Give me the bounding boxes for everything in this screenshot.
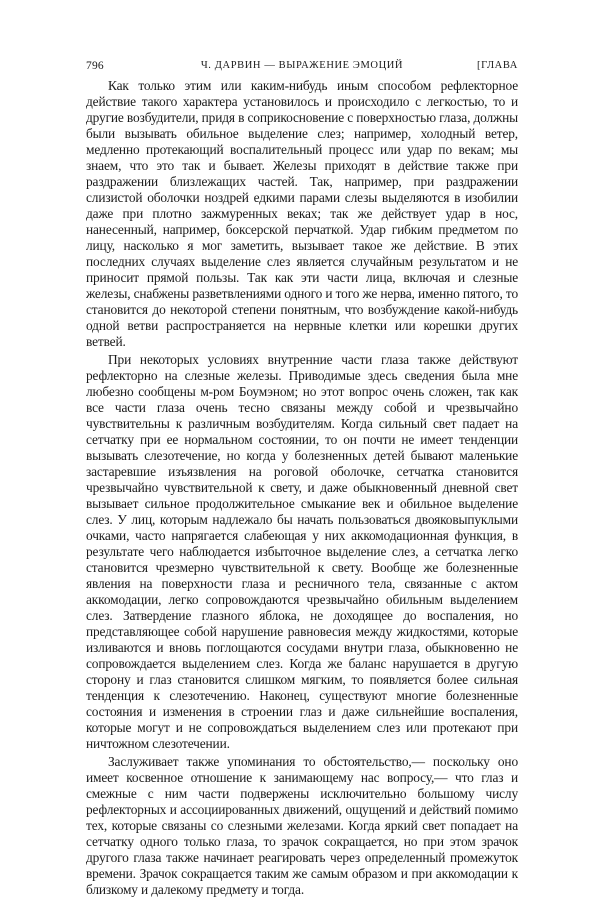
page-number: 796	[86, 60, 104, 72]
paragraph-reflex-action: Как только этим или каким-нибудь иным способом рефлекторное действие такого характера установилось и происходило с легкостью, то и другие возбудители, придя в соприкосновение с поверхностью глаза, должны были вызывать обильное выделение слез; например, холодный ветер, медленно протекающий воспалительный процесс или удар по векам; мы знаем, что это так и бывает. Железы приходят в действие также при раздражении близлежащих частей. Так, например, при раздражении слизистой оболочки ноздрей едкими парами слезы выделяются в изобилии даже при плотно зажмуренных веках; так же действует удар в нос, нанесенный, например, боксерской перчаткой. Удар гибким предметом по лицу, насколько я мог заметить, вызывает такое же действие. В этих последних случаях выделение слез является случайным результатом и не приносит прямой пользы. Так как эти части лица, включая и слезные железы, снабжены разветвлениями одного и того же нерва, именно пятого, то становится до некоторой степени понятным, что возбуждение какой-нибудь одной ветви распространяется на нервные клетки или корешки других ветвей.	[86, 78, 518, 349]
chapter-label: [ГЛАВА	[476, 60, 518, 71]
running-title: Ч. ДАРВИН — ВЫРАЖЕНИЕ ЭМОЦИЙ	[200, 60, 404, 71]
paragraph-inner-eye: При некоторых условиях внутренние части глаза также действуют рефлекторно на слезные железы. Приводимые здесь сведения была мне любезно сообщены м-ром Боумэном; но этот вопрос очень сложен, так как все части глаза очень тесно связаны между собой и чрезвычайно чувствительны к различным возбудителям. Когда сильный свет падает на сетчатку при ее нормальном состоянии, то он почти не имеет тенденции вызывать слезотечение, но когда у болезненных детей бывают маленькие застаревшие изъязвления на роговой оболочке, сетчатка становится чрезвычайно чувствительной к свету, и даже обыкновенный дневной свет вызывает сильное продолжительное смыкание век и обильное выделение слез. У лиц, которым надлежало бы начать пользоваться двояковыпуклыми очками, часто напрягается слабеющая у них аккомодационная функция, в результате чего наблюдается избыточное выделение слез, а сетчатка легко становится чрезмерно чувствительной к свету. Вообще же болезненные явления на поверхности глаза и ресничного тела, связанные с актом аккомодации, легко сопровождаются чрезвычайно обильным выделением слез. Затвердение глазного яблока, не доходящее до воспаления, но представляющее собой нарушение равновесия между жидкостями, которые изливаются и вновь поглощаются сосудами внутри глаза, обыкновенно не сопровождается выделением слез. Когда же баланс нарушается в другую сторону и глаз становится слишком мягким, то появляется более сильная тенденция к слезотечению. Наконец, существуют многие болезненные состояния и изменения в строении глаз и даже сильнейшие воспаления, которые могут и не сопровождаться выделением слез или протекают при ничтожном слезотечении.	[86, 352, 518, 751]
paragraph-reflex-movements: Заслуживает также упоминания то обстоятельство,— поскольку оно имеет косвенное отношение к занимающему нас вопросу,— что глаз и смежные с ним части подвержены исключительно большому числу рефлекторных и ассоциированных движений, ощущений и действий помимо тех, которые связаны со слезными железами. Когда яркий свет попадает на сетчатку одного только глаза, то зрачок сокращается, но при этом зрачок другого глаза также начинает реагировать через определенный промежуток времени. Зрачок сокращается таким же самым образом и при аккомодации к близкому и далекому предмету и тогда.	[86, 754, 518, 897]
running-head	[86, 58, 518, 74]
body-text	[86, 78, 518, 898]
